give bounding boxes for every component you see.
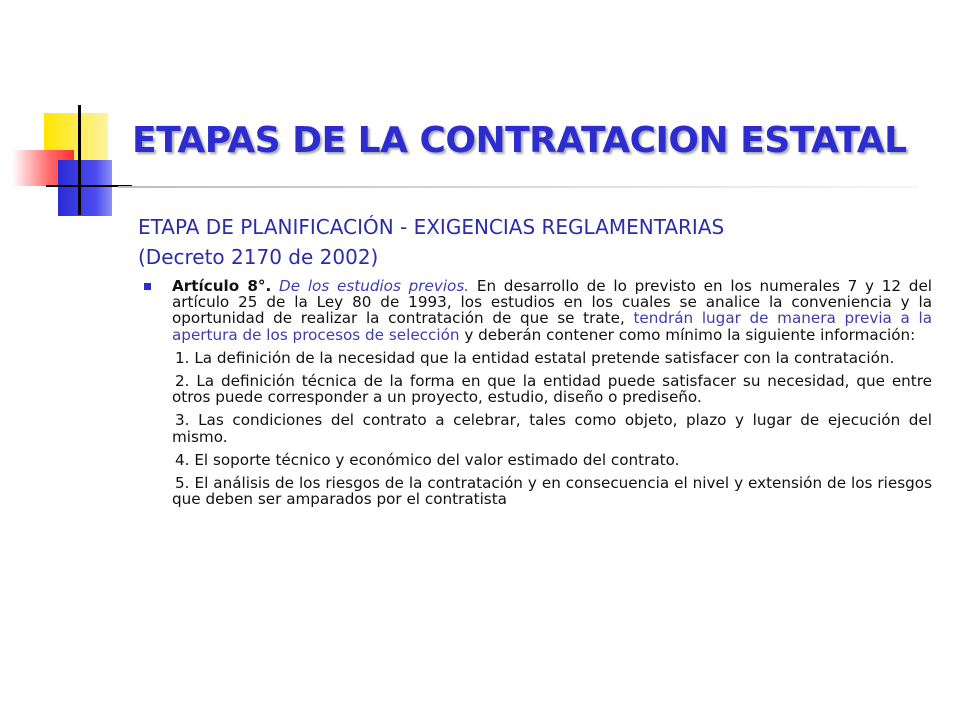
article-paragraph	[142, 278, 932, 343]
list-item-1: 1. La definición de la necesidad que la entidad estatal pretende satisfacer con la contratación.	[175, 348, 895, 367]
subtitle-line-1: ETAPA DE PLANIFICACIÓN - EXIGENCIAS REGLAMENTARIAS	[138, 215, 725, 239]
decorative-blue-square	[58, 160, 112, 216]
slide-subtitle	[138, 212, 928, 272]
article-heading: De los estudios previos.	[279, 277, 470, 295]
subtitle-line-2: (Decreto 2170 de 2002)	[138, 245, 379, 269]
article-text-b: y deberán contener como mínimo la siguiente información:	[464, 325, 916, 344]
article-number: Artículo 8°.	[172, 277, 272, 295]
article-text-highlight: tendrán lugar de manera previa a la apertura de los procesos de selección	[172, 309, 932, 344]
list-item-4: 4. El soporte técnico y económico del valor estimado del contrato.	[175, 450, 680, 469]
square-bullet-icon	[144, 283, 151, 290]
article-text-a: En desarrollo de lo previsto en los numerales 7 y 12 del artículo 25 de la Ley 80 de 1993, los estudios en los cuales se analice la conveniencia y la oportunidad de realizar la contratación de que se trate,	[172, 277, 933, 328]
list-item-5: 5. El análisis de los riesgos de la contratación y en consecuencia el nivel y extensión de los riesgos que deben ser amparados por el contratista	[172, 474, 932, 509]
list-item-3: 3. Las condiciones del contrato a celebrar, tales como objeto, plazo y lugar de ejecución del mismo.	[172, 411, 932, 446]
decorative-vertical-line	[78, 105, 81, 215]
slide-title: ETAPAS DE LA CONTRATACION ESTATAL	[132, 120, 907, 161]
slide-body	[142, 278, 932, 507]
title-underline-rule	[118, 186, 918, 188]
list-item-2: 2. La definición técnica de la forma en que la entidad puede satisfacer su necesidad, que entre otros puede corresponder a un proyecto, estudio, diseño o prediseño.	[172, 372, 932, 407]
